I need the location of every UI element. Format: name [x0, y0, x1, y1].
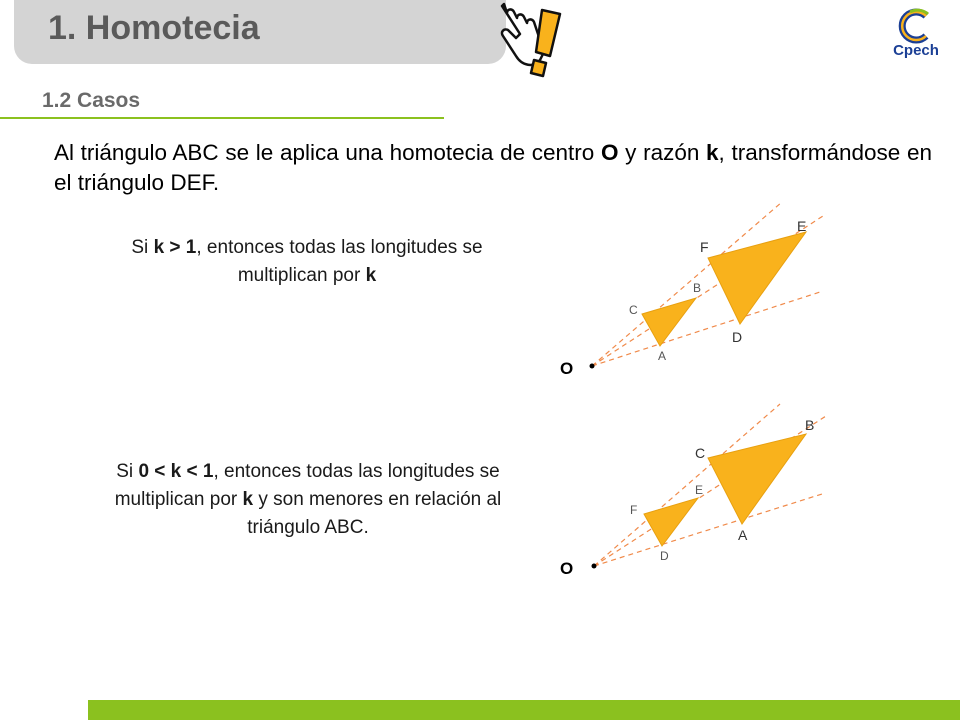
label-c: C: [629, 303, 638, 317]
case1-text: [118, 234, 496, 290]
homothety-diagram-k-between-0-1: [550, 400, 840, 590]
intro-text-2: y razón: [618, 140, 707, 165]
ray-lower: [594, 494, 822, 566]
case1-p2: , entonces todas las longitudes se multiplican por: [196, 237, 483, 286]
case1-one: 1: [185, 237, 197, 258]
label-c: C: [695, 445, 706, 461]
homothety-diagram-k-greater-1: [550, 200, 840, 390]
label-o: O: [560, 359, 574, 378]
case2-k2: k: [242, 489, 254, 510]
case2-zero: 0: [138, 461, 150, 482]
label-a: A: [738, 527, 748, 543]
label-d: D: [660, 549, 669, 563]
triangle-abc: [708, 434, 806, 524]
case1-k: k: [153, 237, 165, 258]
section-divider: [0, 117, 444, 119]
label-f: F: [700, 239, 709, 255]
label-d: D: [732, 329, 743, 345]
hand-pointer-icon: [494, 0, 568, 80]
triangle-abc: [642, 298, 696, 346]
case2-p3: y son menores en relación al triángulo ABC.: [247, 489, 502, 538]
case2-one: 1: [202, 461, 214, 482]
case1-op: >: [164, 237, 186, 258]
section-title: 1.2 Casos: [42, 89, 141, 112]
footer-bar: [88, 700, 960, 720]
label-b: B: [805, 417, 815, 433]
cpech-logo-icon: [880, 6, 952, 46]
label-b: B: [693, 281, 702, 295]
page-title: 1. Homotecia: [48, 9, 260, 47]
intro-center: O: [600, 140, 619, 165]
case1-k2: k: [365, 265, 377, 286]
case2-text: [98, 458, 518, 542]
case2-p2: , entonces todas las longitudes se multiplican por: [114, 461, 500, 510]
case2-op2: <: [181, 461, 203, 482]
label-o: O: [560, 559, 574, 578]
ray-lower: [592, 292, 820, 366]
cpech-logo: [880, 6, 952, 66]
case1-p1: Si: [131, 237, 154, 258]
intro-paragraph: [54, 138, 932, 198]
title-bar: [14, 0, 506, 64]
center-point: [590, 364, 595, 369]
case2-k: k: [170, 461, 182, 482]
intro-text-1: Al triángulo ABC se le aplica una homotecia de centro: [54, 140, 601, 165]
intro-ratio: k: [706, 140, 719, 165]
intro-text-3: , transformándose en el triángulo DEF.: [54, 140, 932, 195]
label-a: A: [658, 349, 667, 363]
center-point: [592, 564, 597, 569]
label-e: E: [695, 483, 704, 497]
logo-text: Cpech: [893, 42, 939, 59]
label-f: F: [630, 503, 638, 517]
case2-p1: Si: [116, 461, 139, 482]
label-e: E: [797, 218, 807, 234]
case2-op1: <: [149, 461, 171, 482]
triangle-def: [708, 232, 806, 324]
triangle-def: [644, 498, 698, 546]
